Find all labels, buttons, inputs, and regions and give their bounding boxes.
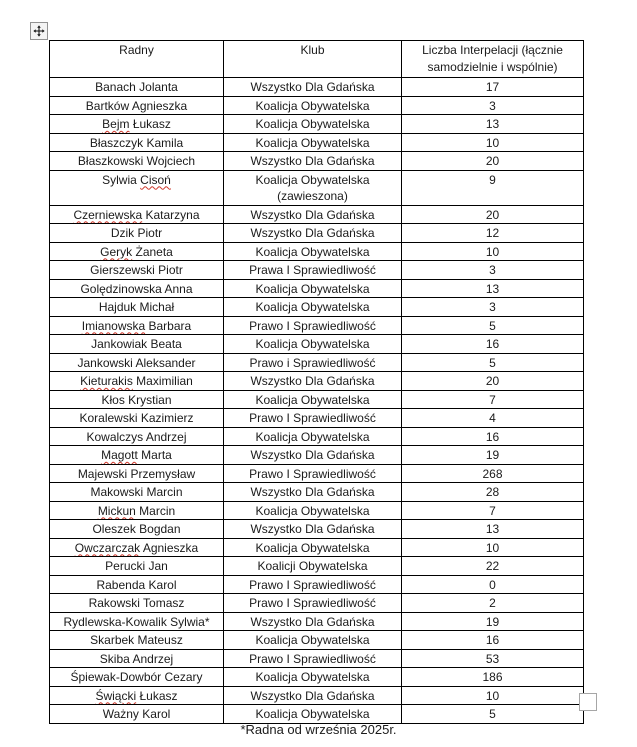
klub-cell[interactable]: Koalicja Obywatelska bbox=[224, 279, 402, 298]
table-row bbox=[50, 705, 584, 724]
table-row bbox=[50, 520, 584, 539]
liczba-interpelacji-cell[interactable]: 20 bbox=[402, 372, 584, 391]
radny-cell[interactable]: Rakowski Tomasz bbox=[50, 594, 224, 613]
liczba-interpelacji-cell[interactable]: 10 bbox=[402, 133, 584, 152]
klub-cell[interactable]: Koalicja Obywatelska bbox=[224, 705, 402, 724]
table-resize-handle[interactable] bbox=[579, 693, 597, 711]
radny-cell[interactable]: Błaszkowski Wojciech bbox=[50, 152, 224, 171]
table-row bbox=[50, 464, 584, 483]
radny-cell[interactable]: Rydlewska-Kowalik Sylwia* bbox=[50, 612, 224, 631]
table-row bbox=[50, 205, 584, 224]
radny-cell[interactable]: Skiba Andrzej bbox=[50, 649, 224, 668]
radny-cell[interactable]: Banach Jolanta bbox=[50, 78, 224, 97]
radny-cell[interactable]: Kowalczys Andrzej bbox=[50, 427, 224, 446]
radny-cell[interactable]: Gierszewski Piotr bbox=[50, 261, 224, 280]
table-row bbox=[50, 261, 584, 280]
klub-cell[interactable]: Prawo I Sprawiedliwość bbox=[224, 575, 402, 594]
radny-cell[interactable]: Kieturakis Maximilian bbox=[50, 372, 224, 391]
table-row bbox=[50, 575, 584, 594]
liczba-interpelacji-cell[interactable]: 19 bbox=[402, 446, 584, 465]
radny-cell[interactable]: Bejm Łukasz bbox=[50, 115, 224, 134]
table-row bbox=[50, 668, 584, 687]
liczba-interpelacji-cell[interactable]: 20 bbox=[402, 152, 584, 171]
misspelled-word: Geryk bbox=[100, 244, 133, 259]
radny-cell[interactable]: Mickun Marcin bbox=[50, 501, 224, 520]
klub-cell[interactable]: Wszystko Dla Gdańska bbox=[224, 483, 402, 502]
liczba-interpelacji-cell[interactable]: 3 bbox=[402, 298, 584, 317]
liczba-interpelacji-cell[interactable]: 268 bbox=[402, 464, 584, 483]
radny-cell[interactable]: Hajduk Michał bbox=[50, 298, 224, 317]
table-row bbox=[50, 78, 584, 97]
klub-cell[interactable]: Prawo I Sprawiedliwość bbox=[224, 409, 402, 428]
table-row bbox=[50, 631, 584, 650]
liczba-interpelacji-cell[interactable]: 28 bbox=[402, 483, 584, 502]
klub-cell[interactable]: Koalicja Obywatelska bbox=[224, 96, 402, 115]
klub-cell[interactable]: Koalicja Obywatelska bbox=[224, 427, 402, 446]
klub-cell[interactable]: Wszystko Dla Gdańska bbox=[224, 205, 402, 224]
liczba-interpelacji-cell[interactable]: 9 bbox=[402, 170, 584, 205]
table-row bbox=[50, 594, 584, 613]
table-row bbox=[50, 612, 584, 631]
misspelled-word: Bejm bbox=[102, 117, 130, 131]
table-row bbox=[50, 316, 584, 335]
header-row bbox=[50, 41, 584, 78]
klub-cell[interactable]: Prawo I Sprawiedliwość bbox=[224, 649, 402, 668]
klub-cell[interactable]: Prawo i Sprawiedliwość bbox=[224, 353, 402, 372]
klub-cell[interactable]: Koalicja Obywatelska bbox=[224, 298, 402, 317]
table-row bbox=[50, 557, 584, 576]
klub-cell[interactable]: Wszystko Dla Gdańska bbox=[224, 152, 402, 171]
liczba-interpelacji-cell[interactable]: 5 bbox=[402, 316, 584, 335]
klub-cell[interactable]: Prawo I Sprawiedliwość bbox=[224, 316, 402, 335]
table-header bbox=[50, 41, 584, 78]
klub-cell[interactable]: Koalicja Obywatelska bbox=[224, 631, 402, 650]
liczba-interpelacji-cell[interactable]: 3 bbox=[402, 261, 584, 280]
radny-cell[interactable]: Rabenda Karol bbox=[50, 575, 224, 594]
table-row bbox=[50, 224, 584, 243]
column-header-liczba-interpelacji[interactable]: Liczba Interpelacji (łącznie samodzielnie i wspólnie) bbox=[402, 41, 584, 78]
table-row bbox=[50, 133, 584, 152]
misspelled-word: Imianowska bbox=[81, 318, 146, 333]
klub-cell[interactable]: Koalicja Obywatelska bbox=[224, 501, 402, 520]
klub-cell[interactable]: Wszystko Dla Gdańska bbox=[224, 224, 402, 243]
klub-cell[interactable]: Wszystko Dla Gdańska bbox=[224, 446, 402, 465]
table-row bbox=[50, 372, 584, 391]
table-row bbox=[50, 115, 584, 134]
table-row bbox=[50, 152, 584, 171]
liczba-interpelacji-cell[interactable]: 17 bbox=[402, 78, 584, 97]
klub-cell[interactable]: Prawa I Sprawiedliwość bbox=[224, 261, 402, 280]
table-row bbox=[50, 170, 584, 205]
klub-cell[interactable]: Koalicja Obywatelska bbox=[224, 668, 402, 687]
table-row bbox=[50, 409, 584, 428]
liczba-interpelacji-cell[interactable]: 2 bbox=[402, 594, 584, 613]
klub-cell[interactable]: Koalicja Obywatelska bbox=[224, 242, 402, 261]
radny-cell[interactable]: Golędzinowska Anna bbox=[50, 279, 224, 298]
table-row bbox=[50, 390, 584, 409]
table-row bbox=[50, 242, 584, 261]
radny-cell[interactable]: Jankowiak Beata bbox=[50, 335, 224, 354]
radny-cell[interactable]: Skarbek Mateusz bbox=[50, 631, 224, 650]
radny-cell[interactable]: Imianowska Barbara bbox=[50, 316, 224, 335]
liczba-interpelacji-cell[interactable]: 16 bbox=[402, 335, 584, 354]
klub-cell[interactable]: Koalicja Obywatelska bbox=[224, 538, 402, 557]
radny-cell[interactable]: Owczarczak Agnieszka bbox=[50, 538, 224, 557]
liczba-interpelacji-cell[interactable]: 12 bbox=[402, 224, 584, 243]
table-row bbox=[50, 427, 584, 446]
radny-cell[interactable]: Perucki Jan bbox=[50, 557, 224, 576]
liczba-interpelacji-cell[interactable]: 7 bbox=[402, 390, 584, 409]
radny-cell[interactable]: Śpiewak-Dowbór Cezary bbox=[50, 668, 224, 687]
column-header-klub[interactable]: Klub bbox=[224, 41, 402, 78]
radny-cell[interactable]: Kłos Krystian bbox=[50, 390, 224, 409]
klub-cell[interactable]: Koalicja Obywatelska bbox=[224, 133, 402, 152]
liczba-interpelacji-cell[interactable]: 10 bbox=[402, 538, 584, 557]
table-row bbox=[50, 483, 584, 502]
radny-cell[interactable]: Dzik Piotr bbox=[50, 224, 224, 243]
column-header-radny[interactable]: Radny bbox=[50, 41, 224, 78]
klub-cell[interactable]: Koalicji Obywatelska bbox=[224, 557, 402, 576]
table-row bbox=[50, 686, 584, 705]
liczba-interpelacji-cell[interactable]: 19 bbox=[402, 612, 584, 631]
table-row bbox=[50, 446, 584, 465]
misspelled-word: Świącki bbox=[95, 688, 137, 703]
klub-cell[interactable]: Koalicja Obywatelska bbox=[224, 115, 402, 134]
radny-cell[interactable]: Jankowski Aleksander bbox=[50, 353, 224, 372]
table-row bbox=[50, 298, 584, 317]
radny-cell[interactable]: Ważny Karol bbox=[50, 705, 224, 724]
footnote[interactable]: *Radna od września 2025r. bbox=[240, 722, 397, 737]
table-row bbox=[50, 335, 584, 354]
liczba-interpelacji-cell[interactable]: 3 bbox=[402, 96, 584, 115]
klub-cell[interactable]: Prawo I Sprawiedliwość bbox=[224, 594, 402, 613]
table-row bbox=[50, 353, 584, 372]
klub-cell[interactable]: Wszystko Dla Gdańska bbox=[224, 372, 402, 391]
liczba-interpelacji-cell[interactable]: 16 bbox=[402, 427, 584, 446]
klub-cell[interactable]: Wszystko Dla Gdańska bbox=[224, 612, 402, 631]
liczba-interpelacji-cell[interactable]: 0 bbox=[402, 575, 584, 594]
table-row bbox=[50, 649, 584, 668]
table-body bbox=[50, 78, 584, 724]
radny-cell[interactable]: Sylwia Cisoń bbox=[50, 170, 224, 205]
liczba-interpelacji-cell[interactable]: 5 bbox=[402, 353, 584, 372]
table-row bbox=[50, 501, 584, 520]
liczba-interpelacji-cell[interactable]: 16 bbox=[402, 631, 584, 650]
liczba-interpelacji-cell[interactable]: 10 bbox=[402, 242, 584, 261]
misspelled-word: Mickun bbox=[97, 503, 136, 518]
radny-cell[interactable]: Makowski Marcin bbox=[50, 483, 224, 502]
misspelled-word: Magott bbox=[101, 448, 138, 462]
table-row bbox=[50, 96, 584, 115]
liczba-interpelacji-cell[interactable]: 22 bbox=[402, 557, 584, 576]
radny-cell[interactable]: Świącki Łukasz bbox=[50, 686, 224, 705]
klub-cell[interactable]: Wszystko Dla Gdańska bbox=[224, 686, 402, 705]
interpellations-table bbox=[49, 40, 584, 724]
misspelled-word: Cisoń bbox=[140, 172, 171, 187]
klub-cell[interactable]: Wszystko Dla Gdańska bbox=[224, 78, 402, 97]
radny-cell[interactable]: Czerniewska Katarzyna bbox=[50, 205, 224, 224]
radny-cell[interactable]: Geryk Żaneta bbox=[50, 242, 224, 261]
misspelled-word: Owczarczak bbox=[74, 540, 141, 555]
radny-cell[interactable]: Bartków Agnieszka bbox=[50, 96, 224, 115]
table-row bbox=[50, 279, 584, 298]
klub-cell[interactable]: Koalicja Obywatelska (zawieszona) bbox=[224, 170, 402, 205]
klub-cell[interactable]: Koalicja Obywatelska bbox=[224, 390, 402, 409]
liczba-interpelacji-cell[interactable]: 10 bbox=[402, 686, 584, 705]
misspelled-word: Kieturakis bbox=[80, 374, 133, 388]
liczba-interpelacji-cell[interactable]: 13 bbox=[402, 520, 584, 539]
liczba-interpelacji-cell[interactable]: 20 bbox=[402, 205, 584, 224]
table-move-handle[interactable] bbox=[30, 22, 48, 40]
radny-cell[interactable]: Majewski Przemysław bbox=[50, 464, 224, 483]
radny-cell[interactable]: Oleszek Bogdan bbox=[50, 520, 224, 539]
table-row bbox=[50, 538, 584, 557]
klub-cell[interactable]: Koalicja Obywatelska bbox=[224, 335, 402, 354]
liczba-interpelacji-cell[interactable]: 4 bbox=[402, 409, 584, 428]
liczba-interpelacji-cell[interactable]: 13 bbox=[402, 279, 584, 298]
klub-cell[interactable]: Prawo I Sprawiedliwość bbox=[224, 464, 402, 483]
klub-cell[interactable]: Wszystko Dla Gdańska bbox=[224, 520, 402, 539]
liczba-interpelacji-cell[interactable]: 5 bbox=[402, 705, 584, 724]
table-move-icon bbox=[33, 25, 45, 37]
liczba-interpelacji-cell[interactable]: 7 bbox=[402, 501, 584, 520]
misspelled-word: Czerniewska bbox=[73, 207, 143, 222]
radny-cell[interactable]: Magott Marta bbox=[50, 446, 224, 465]
radny-cell[interactable]: Koralewski Kazimierz bbox=[50, 409, 224, 428]
liczba-interpelacji-cell[interactable]: 13 bbox=[402, 115, 584, 134]
liczba-interpelacji-cell[interactable]: 53 bbox=[402, 649, 584, 668]
radny-cell[interactable]: Błaszczyk Kamila bbox=[50, 133, 224, 152]
liczba-interpelacji-cell[interactable]: 186 bbox=[402, 668, 584, 687]
